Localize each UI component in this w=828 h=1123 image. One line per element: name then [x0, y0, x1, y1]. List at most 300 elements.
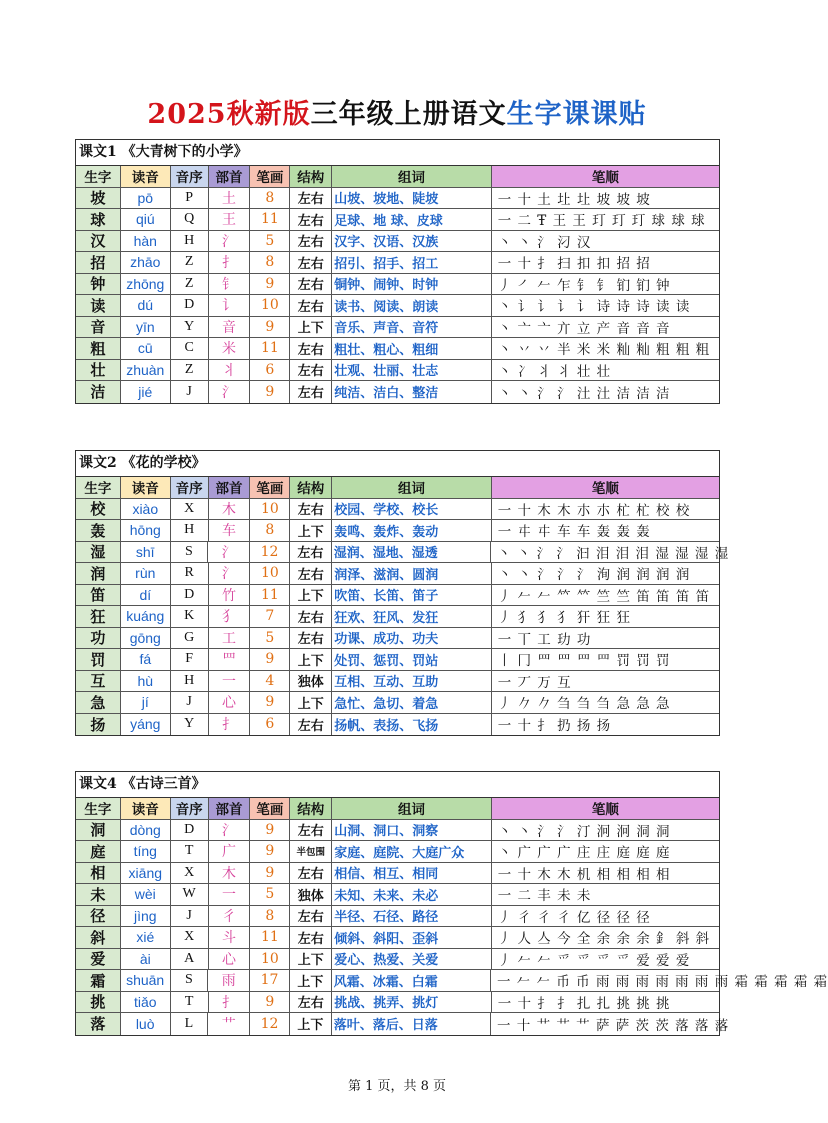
initial-letter-cell: Z [171, 252, 209, 273]
table-row [76, 841, 719, 863]
stroke-count-cell: 10 [250, 499, 290, 520]
radical-cell: 斗 [209, 927, 251, 948]
table-row [76, 381, 719, 403]
char-cell: 坡 [76, 188, 121, 209]
radical-cell: 氵 [209, 563, 251, 584]
initial-letter-cell: R [171, 563, 209, 584]
radical-cell: 心 [209, 949, 251, 970]
pinyin-cell: fá [121, 649, 171, 670]
pinyin-cell: pō [121, 188, 171, 209]
pinyin-cell: luò [121, 1013, 171, 1035]
char-cell: 径 [76, 906, 121, 927]
radical-cell: 扌 [209, 714, 251, 736]
table-row [76, 274, 719, 296]
radical-cell: 讠 [209, 295, 251, 316]
column-header: 部首 [209, 477, 251, 498]
stroke-count-cell: 11 [250, 585, 290, 606]
header-row [76, 477, 719, 499]
structure-cell: 左右 [290, 863, 332, 884]
stroke-order-cell: 丿 彳 彳 彳 亿 径 径 径 [497, 909, 651, 926]
stroke-order-cell: 丶 广 广 广 庄 庄 庭 庭 庭 [497, 845, 671, 862]
column-header: 结构 [290, 477, 332, 498]
structure-cell: 左右 [290, 338, 332, 359]
table-row [76, 1013, 730, 1035]
stroke-count-cell: 10 [250, 949, 290, 970]
words-cell: 扬帆、表扬、飞扬 [332, 714, 492, 736]
stroke-order-cell: 丿 人 亼 今 全 余 余 余 釒 斜 斜 [497, 931, 711, 948]
structure-cell: 左右 [290, 714, 332, 736]
structure-cell: 上下 [290, 970, 332, 991]
pinyin-cell: shuān [121, 970, 171, 991]
table-row [76, 692, 719, 714]
structure-cell: 左右 [290, 499, 332, 520]
initial-letter-cell: H [171, 231, 209, 252]
pinyin-cell: xiào [121, 499, 171, 520]
pinyin-cell: yáng [121, 714, 171, 736]
table-row [76, 563, 719, 585]
char-cell: 扬 [76, 714, 121, 736]
table-row [76, 542, 730, 564]
pinyin-cell: kuáng [121, 606, 171, 627]
char-cell: 校 [76, 499, 121, 520]
stroke-count-cell: 6 [250, 360, 290, 381]
radical-cell: 氵 [209, 381, 251, 403]
initial-letter-cell: W [171, 884, 209, 905]
column-header: 音序 [171, 477, 209, 498]
column-header: 读音 [121, 798, 171, 819]
stroke-count-cell: 9 [250, 649, 290, 670]
stroke-order-cell: 丶 丶 氵 氵 汀 泂 泂 洞 洞 [497, 823, 671, 840]
words-cell: 校园、学校、校长 [332, 499, 492, 520]
structure-cell: 上下 [290, 692, 332, 713]
stroke-count-cell: 7 [250, 606, 290, 627]
table-row [76, 295, 719, 317]
table-row [76, 628, 719, 650]
words-cell: 读书、阅读、朗读 [332, 295, 492, 316]
stroke-count-cell: 8 [250, 252, 290, 273]
structure-cell: 左右 [290, 252, 332, 273]
char-cell: 功 [76, 628, 121, 649]
radical-cell: 一 [209, 671, 251, 692]
stroke-order-cell: 丶 讠 讠 讠 讠 诗 诗 诗 读 读 [497, 299, 691, 316]
stroke-order-cell: 一 十 扌 扔 扬 扬 [497, 718, 612, 735]
lesson-table-4 [75, 771, 828, 1036]
column-header: 笔画 [250, 477, 290, 498]
words-cell: 轰鸣、轰炸、轰动 [332, 520, 492, 541]
structure-cell: 上下 [290, 520, 332, 541]
initial-letter-cell: D [171, 295, 209, 316]
pinyin-cell: dòng [121, 820, 171, 841]
char-cell: 读 [76, 295, 121, 316]
stroke-count-cell: 5 [250, 884, 290, 905]
column-header: 部首 [209, 166, 251, 187]
words-cell: 润泽、滋润、圆润 [332, 563, 492, 584]
radical-cell: 王 [209, 209, 251, 230]
stroke-order-cell: 丶 丶 氵 氵 汢 汢 洁 洁 洁 [497, 385, 671, 402]
table-row [76, 231, 719, 253]
char-cell: 落 [76, 1013, 121, 1035]
column-header: 生字 [76, 798, 121, 819]
lesson-title: 课文2 《花的学校》 [76, 451, 719, 477]
initial-letter-cell: Y [171, 317, 209, 338]
pinyin-cell: wèi [121, 884, 171, 905]
words-cell: 湿润、湿地、湿透 [332, 542, 491, 563]
column-header: 部首 [209, 798, 251, 819]
stroke-order-cell: 一 丅 工 玏 功 [497, 631, 592, 648]
page-title [0, 92, 794, 131]
table-row [76, 949, 719, 971]
lesson-title: 课文1 《大青树下的小学》 [76, 140, 719, 166]
char-cell: 球 [76, 209, 121, 230]
char-cell: 爱 [76, 949, 121, 970]
structure-cell: 左右 [290, 209, 332, 230]
radical-cell: 氵 [209, 231, 251, 252]
column-header: 笔画 [250, 166, 290, 187]
table-row [76, 188, 719, 210]
pinyin-cell: hù [121, 671, 171, 692]
words-cell: 招引、招手、招工 [332, 252, 492, 273]
table-row [76, 317, 719, 339]
initial-letter-cell: A [171, 949, 209, 970]
stroke-order-cell: 丿 𠂊 𠂊 刍 刍 刍 急 急 急 [497, 696, 671, 713]
title-year-part: 2025秋新版 [147, 99, 311, 130]
column-header: 笔画 [250, 798, 290, 819]
words-cell: 相信、相互、相同 [332, 863, 492, 884]
words-cell: 爱心、热爱、关爱 [332, 949, 492, 970]
structure-cell: 左右 [290, 188, 332, 209]
table-row [76, 970, 828, 992]
words-cell: 铜钟、闹钟、时钟 [332, 274, 492, 295]
stroke-count-cell: 10 [250, 295, 290, 316]
header-row [76, 166, 719, 188]
words-cell: 壮观、壮丽、壮志 [332, 360, 492, 381]
stroke-order-cell: 丶 丷 丷 半 米 米 籼 籼 粗 粗 粗 [497, 342, 711, 359]
char-cell: 招 [76, 252, 121, 273]
char-cell: 互 [76, 671, 121, 692]
pinyin-cell: ài [121, 949, 171, 970]
radical-cell: 一 [209, 884, 251, 905]
column-header: 组词 [332, 477, 492, 498]
stroke-count-cell: 12 [250, 542, 290, 563]
pinyin-cell: gōng [121, 628, 171, 649]
stroke-count-cell: 9 [250, 820, 290, 841]
radical-cell: 扌 [209, 992, 251, 1013]
initial-letter-cell: Y [171, 714, 209, 736]
pinyin-cell: yīn [121, 317, 171, 338]
structure-cell: 左右 [290, 906, 332, 927]
table-row [76, 606, 719, 628]
char-cell: 霜 [76, 970, 121, 991]
initial-letter-cell: G [171, 628, 209, 649]
initial-letter-cell: F [171, 649, 209, 670]
initial-letter-cell: K [171, 606, 209, 627]
stroke-count-cell: 11 [250, 927, 290, 948]
initial-letter-cell: Q [171, 209, 209, 230]
pinyin-cell: dú [121, 295, 171, 316]
column-header: 笔顺 [492, 477, 719, 498]
char-cell: 壮 [76, 360, 121, 381]
column-header: 读音 [121, 477, 171, 498]
char-cell: 洁 [76, 381, 121, 403]
initial-letter-cell: D [171, 585, 209, 606]
stroke-order-cell: 一 丆 万 互 [497, 674, 572, 691]
table-row [76, 252, 719, 274]
pinyin-cell: zhuàn [121, 360, 171, 381]
stroke-order-cell: 丿 𠂉 𠂉 𥫗 𥫗 竺 竺 笛 笛 笛 笛 [497, 588, 711, 605]
structure-cell: 左右 [290, 542, 332, 563]
structure-cell: 左右 [290, 927, 332, 948]
words-cell: 汉字、汉语、汉族 [332, 231, 492, 252]
char-cell: 钟 [76, 274, 121, 295]
initial-letter-cell: S [171, 542, 209, 563]
structure-cell: 上下 [290, 949, 332, 970]
pinyin-cell: qiú [121, 209, 171, 230]
words-cell: 半径、石径、路径 [332, 906, 492, 927]
title-grade-part: 三年级上册语文 [310, 99, 507, 130]
column-header: 结构 [290, 798, 332, 819]
char-cell: 笛 [76, 585, 121, 606]
char-cell: 相 [76, 863, 121, 884]
column-header: 音序 [171, 798, 209, 819]
pinyin-cell: hàn [121, 231, 171, 252]
char-cell: 湿 [76, 542, 121, 563]
pinyin-cell: xiāng [121, 863, 171, 884]
char-cell: 润 [76, 563, 121, 584]
table-row [76, 209, 719, 231]
structure-cell: 左右 [290, 628, 332, 649]
table-row [76, 585, 719, 607]
radical-cell: 氵 [209, 820, 251, 841]
stroke-count-cell: 9 [250, 274, 290, 295]
initial-letter-cell: H [171, 520, 209, 541]
stroke-count-cell: 17 [250, 970, 290, 991]
words-cell: 倾斜、斜阳、歪斜 [332, 927, 492, 948]
words-cell: 处罚、惩罚、罚站 [332, 649, 492, 670]
structure-cell: 左右 [290, 606, 332, 627]
column-header: 读音 [121, 166, 171, 187]
radical-cell: 丬 [209, 360, 251, 381]
pinyin-cell: tíng [121, 841, 171, 862]
stroke-order-cell: 丶 冫 丬 丬 壮 壮 [497, 363, 612, 380]
structure-cell: 左右 [290, 295, 332, 316]
page-footer: 第 1 页，共 8 页 [347, 1079, 447, 1094]
initial-letter-cell: D [171, 820, 209, 841]
words-cell: 未知、未来、未必 [332, 884, 492, 905]
column-header: 组词 [332, 798, 492, 819]
pinyin-cell: shī [121, 542, 171, 563]
structure-cell: 独体 [290, 884, 332, 905]
lesson-table-2 [75, 450, 730, 736]
column-header: 笔顺 [492, 166, 719, 187]
initial-letter-cell: L [171, 1013, 209, 1035]
radical-cell: 扌 [209, 252, 251, 273]
char-cell: 洞 [76, 820, 121, 841]
stroke-order-cell: 丶 丶 氵 氵 汩 泪 泪 泪 湿 湿 湿 湿 [497, 545, 730, 562]
initial-letter-cell: T [171, 841, 209, 862]
stroke-count-cell: 8 [250, 188, 290, 209]
lesson-table-1 [75, 139, 720, 404]
radical-cell: 雨 [208, 970, 250, 991]
stroke-order-cell: 一 十 扌 扫 扣 扣 招 招 [497, 256, 651, 273]
pinyin-cell: jí [121, 692, 171, 713]
stroke-order-cell: 丶 亠 亠 亣 立 产 音 音 音 [497, 320, 671, 337]
stroke-count-cell: 8 [250, 906, 290, 927]
radical-cell: 艹 [208, 1013, 250, 1035]
stroke-order-cell: 丨 冂 罒 罒 罒 罒 罚 罚 罚 [497, 653, 671, 670]
initial-letter-cell: P [171, 188, 209, 209]
initial-letter-cell: C [171, 338, 209, 359]
words-cell: 互相、互动、互助 [332, 671, 492, 692]
radical-cell: 氵 [208, 542, 250, 563]
structure-cell: 左右 [290, 992, 332, 1013]
radical-cell: 木 [209, 863, 251, 884]
stroke-count-cell: 9 [250, 381, 290, 403]
char-cell: 未 [76, 884, 121, 905]
stroke-order-cell: 丶 丶 氵 汈 汉 [497, 234, 592, 251]
structure-cell: 左右 [290, 274, 332, 295]
radical-cell: 米 [209, 338, 251, 359]
initial-letter-cell: J [171, 906, 209, 927]
column-header: 组词 [332, 166, 492, 187]
stroke-order-cell: 丿 犭 犭 犭 犴 狂 狂 [497, 610, 631, 627]
stroke-order-cell: 一 㐄 㐄 车 车 轰 轰 轰 [497, 524, 651, 541]
words-cell: 家庭、庭院、大庭广众 [332, 841, 492, 862]
words-cell: 山洞、洞口、洞察 [332, 820, 492, 841]
stroke-count-cell: 9 [250, 992, 290, 1013]
structure-cell: 半包围 [290, 841, 332, 862]
table-row [76, 520, 719, 542]
initial-letter-cell: J [171, 692, 209, 713]
initial-letter-cell: H [171, 671, 209, 692]
stroke-count-cell: 12 [250, 1013, 290, 1035]
words-cell: 吹笛、长笛、笛子 [332, 585, 492, 606]
table-row [76, 714, 719, 736]
stroke-count-cell: 10 [250, 563, 290, 584]
table-row [76, 884, 719, 906]
char-cell: 音 [76, 317, 121, 338]
table-row [76, 863, 719, 885]
initial-letter-cell: Z [171, 360, 209, 381]
char-cell: 汉 [76, 231, 121, 252]
radical-cell: 广 [209, 841, 251, 862]
char-cell: 罚 [76, 649, 121, 670]
initial-letter-cell: S [171, 970, 209, 991]
radical-cell: 犭 [209, 606, 251, 627]
char-cell: 轰 [76, 520, 121, 541]
stroke-order-cell: 丶 丶 氵 氵 氵 洵 润 润 润 润 [497, 567, 691, 584]
stroke-count-cell: 9 [250, 863, 290, 884]
initial-letter-cell: T [171, 992, 209, 1013]
structure-cell: 左右 [290, 820, 332, 841]
radical-cell: 音 [209, 317, 251, 338]
pinyin-cell: zhōng [121, 274, 171, 295]
char-cell: 挑 [76, 992, 121, 1013]
stroke-count-cell: 9 [250, 692, 290, 713]
structure-cell: 上下 [290, 585, 332, 606]
pinyin-cell: xié [121, 927, 171, 948]
stroke-order-cell: 一 二 丰 未 未 [497, 888, 592, 905]
char-cell: 斜 [76, 927, 121, 948]
radical-cell: 罒 [209, 649, 251, 670]
structure-cell: 左右 [290, 563, 332, 584]
initial-letter-cell: Z [171, 274, 209, 295]
header-row [76, 798, 719, 820]
char-cell: 急 [76, 692, 121, 713]
structure-cell: 左右 [290, 360, 332, 381]
structure-cell: 上下 [290, 1013, 332, 1035]
stroke-order-cell: 一 十 艹 艹 艹 萨 萨 茨 茨 落 落 落 [497, 1017, 730, 1034]
initial-letter-cell: X [171, 927, 209, 948]
radical-cell: 土 [209, 188, 251, 209]
words-cell: 功课、成功、功夫 [332, 628, 492, 649]
table-row [76, 649, 719, 671]
radical-cell: 竹 [209, 585, 251, 606]
pinyin-cell: hōng [121, 520, 171, 541]
stroke-order-cell: 一 𠂉 𠂉 币 币 雨 雨 雨 雨 雨 雨 雨 霜 霜 霜 霜 霜 [497, 974, 828, 991]
table-row [76, 820, 719, 842]
stroke-count-cell: 4 [250, 671, 290, 692]
char-cell: 粗 [76, 338, 121, 359]
words-cell: 狂欢、狂风、发狂 [332, 606, 492, 627]
stroke-order-cell: 一 十 木 木 朩 朩 杧 杧 校 校 [497, 502, 691, 519]
pinyin-cell: rùn [121, 563, 171, 584]
pinyin-cell: zhāo [121, 252, 171, 273]
words-cell: 足球、地 球、皮球 [332, 209, 492, 230]
radical-cell: 木 [209, 499, 251, 520]
stroke-order-cell: 丿 ㇒ 𠂉 乍 钅 钅 钔 钔 钟 [497, 277, 671, 294]
pinyin-cell: tiǎo [121, 992, 171, 1013]
column-header: 生字 [76, 166, 121, 187]
words-cell: 粗壮、粗心、粗细 [332, 338, 492, 359]
initial-letter-cell: J [171, 381, 209, 403]
pinyin-cell: jìng [121, 906, 171, 927]
structure-cell: 左右 [290, 231, 332, 252]
column-header: 音序 [171, 166, 209, 187]
table-row [76, 671, 719, 693]
structure-cell: 左右 [290, 381, 332, 403]
lesson-title: 课文4 《古诗三首》 [76, 772, 719, 798]
column-header: 结构 [290, 166, 332, 187]
radical-cell: 钅 [209, 274, 251, 295]
stroke-order-cell: 丿 𠂉 𠂉 爫 爫 爫 爫 爱 爱 爱 [497, 952, 691, 969]
pinyin-cell: jié [121, 381, 171, 403]
radical-cell: 工 [209, 628, 251, 649]
words-cell: 急忙、急切、着急 [332, 692, 492, 713]
initial-letter-cell: X [171, 863, 209, 884]
pinyin-cell: dí [121, 585, 171, 606]
stroke-count-cell: 5 [250, 628, 290, 649]
stroke-order-cell: 一 十 土 圵 圵 坡 坡 坡 [497, 191, 651, 208]
column-header: 生字 [76, 477, 121, 498]
stroke-count-cell: 9 [250, 317, 290, 338]
stroke-count-cell: 9 [250, 841, 290, 862]
char-cell: 庭 [76, 841, 121, 862]
stroke-count-cell: 6 [250, 714, 290, 736]
table-row [76, 338, 719, 360]
words-cell: 落叶、落后、日落 [332, 1013, 491, 1035]
radical-cell: 彳 [209, 906, 251, 927]
table-row [76, 927, 719, 949]
table-row [76, 360, 719, 382]
radical-cell: 心 [209, 692, 251, 713]
char-cell: 狂 [76, 606, 121, 627]
radical-cell: 车 [209, 520, 251, 541]
words-cell: 纯洁、洁白、整洁 [332, 381, 492, 403]
stroke-order-cell: 一 十 木 木 机 相 相 相 相 [497, 866, 671, 883]
structure-cell: 独体 [290, 671, 332, 692]
structure-cell: 上下 [290, 317, 332, 338]
table-row [76, 906, 719, 928]
